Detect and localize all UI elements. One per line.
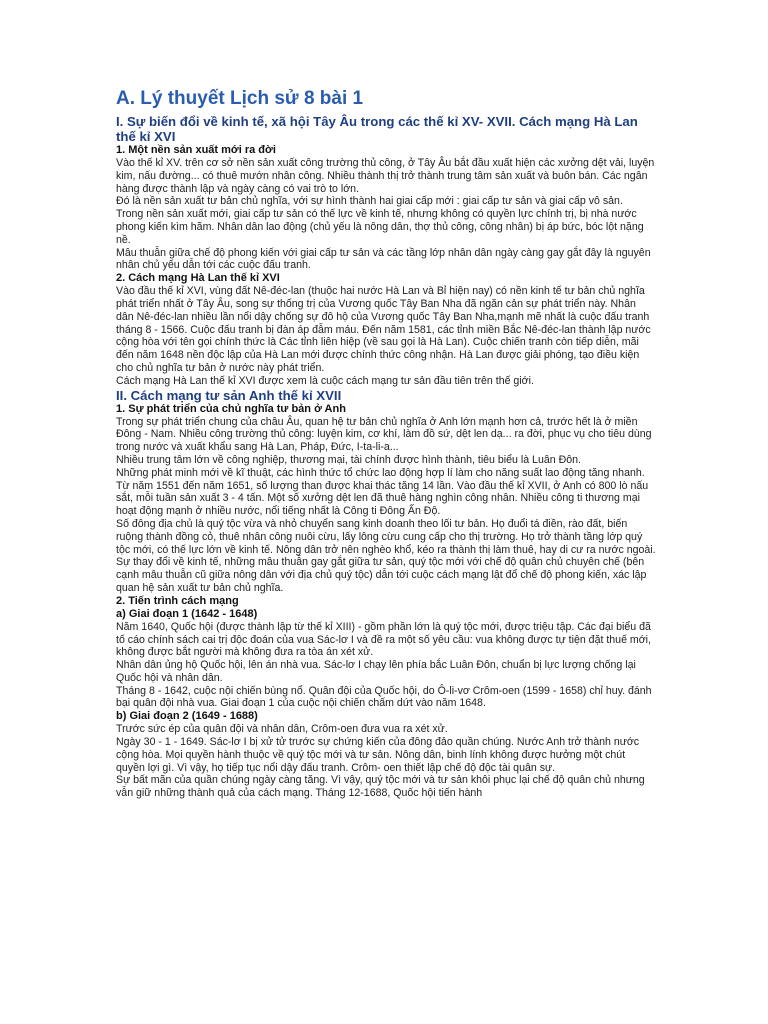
paragraph: Trong nền sản xuất mới, giai cấp tư sản có thế lực về kinh tế, nhưng không có quyền lực chính trị, bị nhà nước phong kiến kìm hãm. Nhân dân lao động (chủ yếu là nông dân, thợ thủ công, công nhân) bị áp bức, bóc lột nặng nề.	[116, 208, 644, 246]
paragraph: Trong sự phát triển chung của châu Âu, quan hệ tư bản chủ nghĩa ở Anh lớn mạnh hơn cả, trước hết là ở miền Đông - Nam. Nhiều công trường thủ công: luyện kim, cơ khí, làm đồ sứ, dệt len dạ... ra đời, phục vụ cho tiêu dùng trong nước và xuất khẩu sang Hà Lan, Pháp, Đức, I-ta-li-a...	[116, 415, 652, 454]
paragraph: Những phát minh mới về kĩ thuật, các hình thức tổ chức lao động hợp lí làm cho năng suất lao động tăng nhanh.	[116, 466, 645, 479]
section-1-sub-2-heading: 2. Cách mạng Hà Lan thế kỉ XVI	[116, 272, 280, 285]
paragraph: Số đông địa chủ là quý tộc vừa và nhỏ chuyển sang kinh doanh theo lối tư bản. Họ đuổi tá điền, rào đất, biến ruộng thành đồng cỏ, thuê nhân công nuôi cừu, lấy lông cừu cung cấp cho thị trường. Họ trở thành tầng lớp quý tộc mới, có thế lực lớn về kinh tế. Nông dân trở nên nghèo khổ, kéo ra thành thị làm thuê, hay di cư ra nước ngoài.	[116, 517, 656, 556]
paragraph: Sự bất mãn của quần chúng ngày càng tăng. Vì vậy, quý tộc mới và tư sản khôi phục lại chế độ quân chủ nhưng vẫn giữ những thành quả của cách mạng. Tháng 12-1688, Quốc hội tiến hành	[116, 774, 645, 800]
section-1-sub-1-heading: 1. Một nền sản xuất mới ra đời	[116, 144, 276, 156]
section-2-sub-1-heading: 1. Sự phát triển của chủ nghĩa tư bản ở Anh	[116, 402, 346, 415]
paragraph: Nhiều trung tâm lớn về công nghiệp, thương mại, tài chính được hình thành, tiêu biểu là Luân Đôn.	[116, 453, 581, 466]
paragraph: Nhân dân ủng hộ Quốc hội, lên án nhà vua. Sác-lơ I chạy lên phía bắc Luân Đôn, chuẩn bị lực lượng chống lại Quốc hội và nhân dân.	[116, 659, 636, 684]
paragraph: Ngày 30 - 1 - 1649. Sác-lơ I bị xử tử trước sự chứng kiến của đông đảo quần chúng. Nước Anh trở thành nước cộng hòa. Mọi quyền hành thuộc về quý tộc mới và tư sản. Nông dân, binh lính không được hưởng một chút quyền lợi gì. Vì vậy, họ tiếp tục nổi dậy đấu tranh. Crôm- oen thiết lập chế độ độc tài quân sự.	[116, 736, 640, 774]
paragraph: Vào thế kỉ XV. trên cơ sở nền sản xuất công trường thủ công, ở Tây Âu bắt đầu xuất hiện các xưởng dệt vải, luyện kim, nấu đường... có thuê mướn nhân công. Nhiều thành thị trở thành trung tâm sản xuất và buôn bán. Các ngân hàng được thành lập và ngày càng có vai trò to lớn.	[116, 157, 655, 195]
page-title: A. Lý thuyết Lịch sử 8 bài 1	[116, 88, 364, 109]
paragraph: Đó là nền sản xuất tư bản chủ nghĩa, với sự hình thành hai giai cấp mới : giai cấp tư sản và giai cấp vô sản.	[116, 195, 623, 208]
paragraph: Từ năm 1551 đến năm 1651, số lượng than được khai thác tăng 14 lần. Vào đầu thế kỉ XVII, ở Anh có 800 lò nấu sắt, mỗi tuần sản xuất 3 - 4 tấn. Một số xưởng dệt len đã thuê hàng nghìn công nhân. Nhiều công ti thương mại hoạt động mạnh ở nhiều nước, nổi tiếng nhất là Công ti Đông Ấn Độ.	[116, 479, 649, 518]
section-2-heading: II. Cách mạng tư sản Anh thế kỉ XVII	[116, 387, 342, 403]
phase-1-heading: a) Giai đoạn 1 (1642 - 1648)	[116, 607, 258, 620]
paragraph: Sự thay đổi về kinh tế, những mâu thuẫn gay gắt giữa tư sản, quý tộc mới với chế độ quân chủ chuyên chế (bên cạnh mâu thuẫn cũ giữa nông dân với địa chủ quý tộc) dẫn tới cuộc cách mạng lật đổ chế độ phong kiến, xác lập quan hệ sản xuất tư bản chủ nghĩa.	[116, 556, 647, 594]
phase-2-heading: b) Giai đoạn 2 (1649 - 1688)	[116, 710, 258, 723]
section-2-sub-2-heading: 2. Tiến trình cách mạng	[116, 594, 239, 607]
paragraph: Cách mạng Hà Lan thế kỉ XVI được xem là cuộc cách mạng tư sản đầu tiên trên thế giới.	[116, 374, 534, 387]
paragraph: Trước sức ép của quân đội và nhân dân, Crôm-oen đưa vua ra xét xử.	[116, 723, 448, 736]
section-1-heading: I. Sự biến đổi về kinh tế, xã hội Tây Âu trong các thế kỉ XV- XVII. Cách mạng Hà Lan thế kỉ XVI	[116, 114, 638, 144]
paragraph: Tháng 8 - 1642, cuộc nội chiến bùng nổ. Quân đội của Quốc hội, do Ô-li-vơ Crôm-oen (1599 - 1658) chỉ huy. đánh bại quân đội nhà vua. Giai đoạn 1 của cuộc nội chiến chấm dứt vào năm 1648.	[116, 684, 652, 710]
paragraph: Mâu thuẫn giữa chế độ phong kiến với giai cấp tư sản và các tầng lớp nhân dân ngày càng gay gắt đây là nguyên nhân chủ yếu dẫn tới các cuộc đấu tranh.	[116, 246, 651, 272]
paragraph: Vào đầu thế kỉ XVI, vùng đất Nê-đéc-lan (thuộc hai nước Hà Lan và Bỉ hiện nay) có nền kinh tế tư bản chủ nghĩa phát triển nhất ở Tây Âu, song sự thống trị của Vương quốc Tây Ban Nha đã ngăn cản sự phát triển này. Nhân dân Nê-đéc-lan nhiều lần nổi dậy chống sự đô hộ của Vương quốc Tây Ban Nha,mạnh mẽ nhất là cuộc đấu tranh tháng 8 - 1566. Cuộc đấu tranh bị đàn áp đẫm máu. Đến năm 1581, các tỉnh miền Bắc Nê-đéc-lan thành lập nước cộng hòa với tên gọi chính thức là Các tỉnh liên hiệp (về sau gọi là Hà Lan). Cuộc chiến tranh còn tiếp diễn, mãi đến năm 1648 nền độc lập của Hà Lan mới được chính thức công nhận. Hà Lan được giải phóng, tạo điều kiện cho chủ nghĩa tư bản ở nước này phát triển.	[116, 285, 651, 374]
paragraph: Năm 1640, Quốc hội (được thành lập từ thế kỉ XIII) - gồm phần lớn là quý tộc mới, được triệu tập. Các đại biểu đã tố cáo chính sách cai trị độc đoán của vua Sác-lơ I và đề ra một số yêu cầu: vua không được tự tiện đặt thuế mới, không được bắt người mà không đưa ra tòa án xét xử.	[116, 620, 651, 659]
